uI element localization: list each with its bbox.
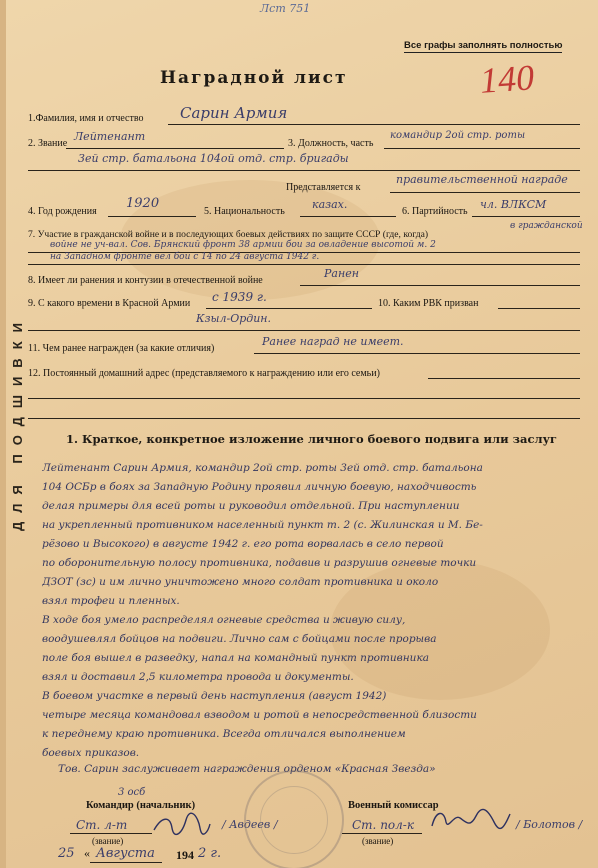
- field-7-value: войне не уч-вал. Сов. Брянский фронт 38 армии бои за овладение высотой м. 2: [50, 240, 436, 250]
- date-year-suffix: 2 г.: [198, 846, 222, 861]
- narrative-line: взял и доставил 2,5 километра провода и документы.: [42, 671, 354, 683]
- presented-value: правительственной награде: [396, 173, 568, 186]
- field-12-line-2: [28, 398, 580, 399]
- field-3-value-continued: 3ей стр. батальона 104ой отд. стр. бригады: [78, 152, 349, 165]
- narrative-line: В ходе боя умело распределял огневые средства и живую силу,: [42, 614, 406, 626]
- field-2-line: [66, 148, 284, 149]
- field-7-line-2: [28, 264, 580, 265]
- field-10-label: 10. Каким РВК призван: [378, 298, 479, 309]
- field-6-value: чл. ВЛКСМ: [480, 198, 547, 211]
- date-year-prefix: 194: [176, 848, 194, 862]
- narrative-line: поле боя вышел в разведку, напал на командный пункт противника: [42, 652, 429, 664]
- presented-line: [390, 192, 580, 193]
- commander-name: / Авдеев /: [222, 818, 278, 831]
- commissar-rank-line: [342, 833, 422, 834]
- field-4-value: 1920: [126, 196, 160, 211]
- narrative-line: ДЗОТ (зс) и им лично уничтожено много солдат противника и около: [42, 576, 439, 588]
- section-title: 1. Краткое, конкретное изложение личного боевого подвига или заслуг: [66, 432, 557, 446]
- narrative-line: четыре месяца командовал взводом и ротой в непосредственной близости: [42, 709, 477, 721]
- fill-notice: Все графы заполнять полностью: [404, 40, 563, 51]
- field-12-line-3: [28, 418, 580, 419]
- field-11-value: Ранее наград не имеет.: [262, 335, 404, 348]
- commissar-rank: Ст. пол-к: [352, 818, 415, 832]
- field-12-line: [428, 378, 580, 379]
- field-6-label: 6. Партийность: [402, 206, 468, 217]
- field-1-value: Сарин Армия: [180, 104, 288, 122]
- commander-rank: Ст. л-т: [76, 818, 128, 832]
- side-binding-label: ДЛЯ ПОДШИВКИ: [9, 313, 25, 531]
- field-11-label: 11. Чем ранее награжден (за какие отличия): [28, 343, 215, 354]
- field-6-line: [472, 216, 580, 217]
- field-3-line-2: [28, 170, 580, 171]
- field-7-value-continued: на Западном фронте вел бои с 14 по 24 августа 1942 г.: [50, 252, 320, 262]
- commander-unit: 3 осб: [118, 787, 146, 798]
- narrative-line: воодушевлял бойцов на подвиги. Лично сам с бойцами после прорыва: [42, 633, 437, 645]
- field-12-label: 12. Постоянный домашний адрес (представляемого к награждению или его семьи): [28, 368, 380, 379]
- field-4-line: [108, 216, 196, 217]
- field-10-value: Кзыл-Ордин.: [196, 312, 272, 325]
- field-7-label: 7. Участие в гражданской войне и в последующих боевых действиях по защите СССР (где, когда): [28, 229, 429, 240]
- commissar-rank-hint: (звание): [362, 836, 394, 846]
- field-5-value: казах.: [312, 198, 348, 211]
- commander-rank-line: [70, 833, 152, 834]
- field-3-value: командир 2ой стр. роты: [390, 130, 526, 141]
- date-month-line: [90, 862, 162, 863]
- field-2-value: Лейтенант: [74, 130, 146, 143]
- field-8-line: [300, 285, 580, 286]
- field-3-label: 3. Должность, часть: [288, 138, 374, 149]
- narrative-line: рёзово и Высокого) в августе 1942 г. его рота ворвалась в село первой: [42, 538, 444, 550]
- faded-seal: [244, 770, 344, 868]
- field-7-value-end: в гражданской: [510, 221, 583, 231]
- commissar-signature: [428, 804, 512, 834]
- archive-mark: Лст 751: [260, 2, 311, 15]
- field-4-label: 4. Год рождения: [28, 206, 97, 217]
- presented-label: Представляется к: [286, 182, 361, 193]
- red-stamp-number: 140: [478, 57, 536, 101]
- narrative-line: взял трофеи и пленных.: [42, 595, 180, 607]
- commissar-name: / Болотов /: [516, 818, 583, 831]
- field-5-label: 5. Национальность: [204, 206, 285, 217]
- field-5-line: [300, 216, 396, 217]
- field-9-line: [206, 308, 372, 309]
- field-9-value: с 1939 г.: [212, 290, 267, 304]
- narrative-line: Лейтенант Сарин Армия, командир 2ой стр. роты 3ей отд. стр. батальона: [42, 462, 483, 474]
- commander-rank-hint: (звание): [92, 836, 124, 846]
- narrative-line: на укрепленный противником населенный пункт т. 2 (с. Жилинская и М. Бе-: [42, 519, 483, 531]
- narrative-line: делая примеры для всей роты и руководил отдельной. При наступлении: [42, 500, 460, 512]
- field-9-label: 9. С какого времени в Красной Армии: [28, 298, 191, 309]
- field-1-label: 1.Фамилия, имя и отчество: [28, 113, 144, 124]
- field-1-line: [168, 124, 580, 125]
- field-11-line: [254, 353, 580, 354]
- document-title: Наградной лист: [160, 68, 348, 88]
- narrative-line: 104 ОСБр в боях за Западную Родину проявил личную боевую, находчивость: [42, 481, 477, 493]
- conclusion-line: Тов. Сарин заслуживает награждения орденом «Красная Звезда»: [58, 763, 436, 775]
- date-month: Августа: [96, 846, 155, 861]
- field-10-line: [498, 308, 580, 309]
- field-8-label: 8. Имеет ли ранения и контузии в отечественной войне: [28, 275, 263, 286]
- field-3-line: [384, 148, 580, 149]
- commissar-label: Военный комиссар: [348, 800, 439, 811]
- narrative-line: по оборонительную полосу противника, подавив и разрушив огневые точки: [42, 557, 477, 569]
- commander-label: Командир (начальник): [86, 800, 196, 811]
- date-day: 25: [58, 846, 75, 861]
- narrative-line: боевых приказов.: [42, 747, 140, 759]
- field-2-label: 2. Звание: [28, 138, 68, 149]
- commander-signature: [152, 812, 212, 836]
- narrative-line: к переднему краю противника. Всегда отличался выполнением: [42, 728, 406, 740]
- date-quote-mark: «: [84, 846, 90, 860]
- field-8-value: Ранен: [324, 267, 359, 280]
- field-10-line-2: [28, 330, 580, 331]
- narrative-line: В боевом участке в первый день наступления (август 1942): [42, 690, 387, 702]
